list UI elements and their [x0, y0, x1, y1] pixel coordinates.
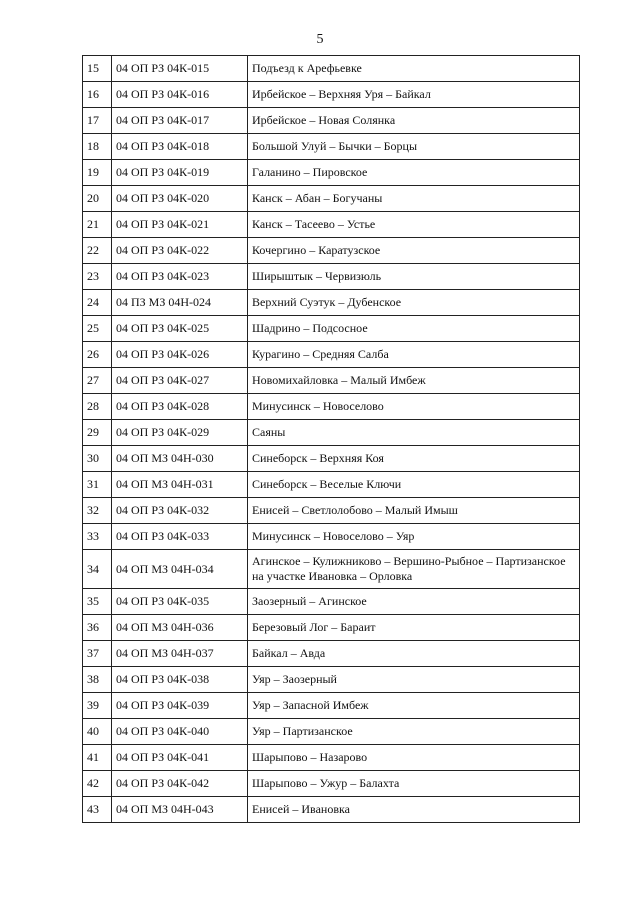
- row-number: 28: [83, 394, 112, 420]
- row-number: 22: [83, 238, 112, 264]
- table-row: [83, 264, 580, 290]
- road-name: Канск – Тасеево – Устье: [248, 212, 580, 238]
- row-number: 37: [83, 641, 112, 667]
- road-name: Курагино – Средняя Салба: [248, 342, 580, 368]
- road-name: Березовый Лог – Бараит: [248, 615, 580, 641]
- road-name: Енисей – Светлолобово – Малый Имыш: [248, 498, 580, 524]
- road-name: Подъезд к Арефьевке: [248, 56, 580, 82]
- road-name: Енисей – Ивановка: [248, 797, 580, 823]
- road-name: Уяр – Заозерный: [248, 667, 580, 693]
- row-number: 23: [83, 264, 112, 290]
- road-name: Ширыштык – Червизюль: [248, 264, 580, 290]
- road-code: 04 ОП РЗ 04К-027: [112, 368, 248, 394]
- road-code: 04 ОП МЗ 04Н-036: [112, 615, 248, 641]
- row-number: 32: [83, 498, 112, 524]
- row-number: 30: [83, 446, 112, 472]
- road-code: 04 ОП МЗ 04Н-031: [112, 472, 248, 498]
- road-name: Саяны: [248, 420, 580, 446]
- table-row: [83, 771, 580, 797]
- table-row: [83, 368, 580, 394]
- road-code: 04 ОП МЗ 04Н-034: [112, 550, 248, 589]
- road-name: Галанино – Пировское: [248, 160, 580, 186]
- table-row: [83, 56, 580, 82]
- table-row: [83, 641, 580, 667]
- row-number: 20: [83, 186, 112, 212]
- table-row: [83, 719, 580, 745]
- road-name: Канск – Абан – Богучаны: [248, 186, 580, 212]
- table-row: [83, 797, 580, 823]
- road-name: Ирбейское – Новая Солянка: [248, 108, 580, 134]
- table-row: [83, 290, 580, 316]
- table-row: [83, 394, 580, 420]
- road-code: 04 ОП РЗ 04К-015: [112, 56, 248, 82]
- table-row: [83, 238, 580, 264]
- road-code: 04 ОП РЗ 04К-021: [112, 212, 248, 238]
- road-code: 04 ОП РЗ 04К-020: [112, 186, 248, 212]
- road-name: Байкал – Авда: [248, 641, 580, 667]
- road-name: Кочергино – Каратузское: [248, 238, 580, 264]
- road-name: Агинское – Кулижниково – Вершино-Рыбное – Партизанское на участке Ивановка – Орловка: [248, 550, 580, 589]
- page-number: 5: [316, 32, 324, 47]
- road-code: 04 ОП РЗ 04К-028: [112, 394, 248, 420]
- road-name: Новомихайловка – Малый Имбеж: [248, 368, 580, 394]
- road-code: 04 ОП РЗ 04К-039: [112, 693, 248, 719]
- row-number: 24: [83, 290, 112, 316]
- road-name: Уяр – Партизанское: [248, 719, 580, 745]
- table-row: [83, 420, 580, 446]
- road-name: Минусинск – Новоселово: [248, 394, 580, 420]
- road-code: 04 ОП РЗ 04К-016: [112, 82, 248, 108]
- row-number: 36: [83, 615, 112, 641]
- road-code: 04 ОП РЗ 04К-023: [112, 264, 248, 290]
- row-number: 40: [83, 719, 112, 745]
- row-number: 38: [83, 667, 112, 693]
- row-number: 34: [83, 550, 112, 589]
- road-code: 04 ОП РЗ 04К-019: [112, 160, 248, 186]
- road-name: Синеборск – Верхняя Коя: [248, 446, 580, 472]
- road-code: 04 ОП РЗ 04К-033: [112, 524, 248, 550]
- road-code: 04 ОП РЗ 04К-032: [112, 498, 248, 524]
- table-row: [83, 745, 580, 771]
- table-row: [83, 615, 580, 641]
- row-number: 35: [83, 589, 112, 615]
- table-row: [83, 82, 580, 108]
- table-row: [83, 498, 580, 524]
- row-number: 25: [83, 316, 112, 342]
- row-number: 33: [83, 524, 112, 550]
- row-number: 43: [83, 797, 112, 823]
- table-row: [83, 589, 580, 615]
- road-name: Шарыпово – Назарово: [248, 745, 580, 771]
- road-code: 04 ПЗ МЗ 04Н-024: [112, 290, 248, 316]
- road-name: Шадрино – Подсосное: [248, 316, 580, 342]
- row-number: 16: [83, 82, 112, 108]
- table-row: [83, 472, 580, 498]
- road-code: 04 ОП РЗ 04К-029: [112, 420, 248, 446]
- road-code: 04 ОП МЗ 04Н-037: [112, 641, 248, 667]
- road-name: Ирбейское – Верхняя Уря – Байкал: [248, 82, 580, 108]
- table-row: [83, 160, 580, 186]
- road-name: Заозерный – Агинское: [248, 589, 580, 615]
- road-name: Верхний Суэтук – Дубенское: [248, 290, 580, 316]
- road-name: Большой Улуй – Бычки – Борцы: [248, 134, 580, 160]
- road-code: 04 ОП РЗ 04К-017: [112, 108, 248, 134]
- table-row: [83, 667, 580, 693]
- row-number: 27: [83, 368, 112, 394]
- row-number: 31: [83, 472, 112, 498]
- row-number: 39: [83, 693, 112, 719]
- table-row: [83, 342, 580, 368]
- table-row: [83, 693, 580, 719]
- row-number: 17: [83, 108, 112, 134]
- row-number: 42: [83, 771, 112, 797]
- row-number: 26: [83, 342, 112, 368]
- table-row: [83, 212, 580, 238]
- row-number: 19: [83, 160, 112, 186]
- table-row: [83, 186, 580, 212]
- table-row: [83, 524, 580, 550]
- road-code: 04 ОП РЗ 04К-041: [112, 745, 248, 771]
- road-name: Минусинск – Новоселово – Уяр: [248, 524, 580, 550]
- road-code: 04 ОП РЗ 04К-040: [112, 719, 248, 745]
- table-row: [83, 446, 580, 472]
- table-row: [83, 134, 580, 160]
- row-number: 41: [83, 745, 112, 771]
- table-row: [83, 316, 580, 342]
- row-number: 15: [83, 56, 112, 82]
- table-row: [83, 108, 580, 134]
- row-number: 18: [83, 134, 112, 160]
- road-code: 04 ОП РЗ 04К-026: [112, 342, 248, 368]
- table-row: [83, 550, 580, 589]
- road-code: 04 ОП РЗ 04К-038: [112, 667, 248, 693]
- road-name: Синеборск – Веселые Ключи: [248, 472, 580, 498]
- road-code: 04 ОП МЗ 04Н-030: [112, 446, 248, 472]
- road-name: Уяр – Запасной Имбеж: [248, 693, 580, 719]
- road-name: Шарыпово – Ужур – Балахта: [248, 771, 580, 797]
- row-number: 21: [83, 212, 112, 238]
- row-number: 29: [83, 420, 112, 446]
- road-code: 04 ОП РЗ 04К-022: [112, 238, 248, 264]
- road-code: 04 ОП РЗ 04К-042: [112, 771, 248, 797]
- roads-table: [82, 55, 580, 823]
- road-code: 04 ОП РЗ 04К-035: [112, 589, 248, 615]
- road-code: 04 ОП РЗ 04К-018: [112, 134, 248, 160]
- road-code: 04 ОП МЗ 04Н-043: [112, 797, 248, 823]
- road-code: 04 ОП РЗ 04К-025: [112, 316, 248, 342]
